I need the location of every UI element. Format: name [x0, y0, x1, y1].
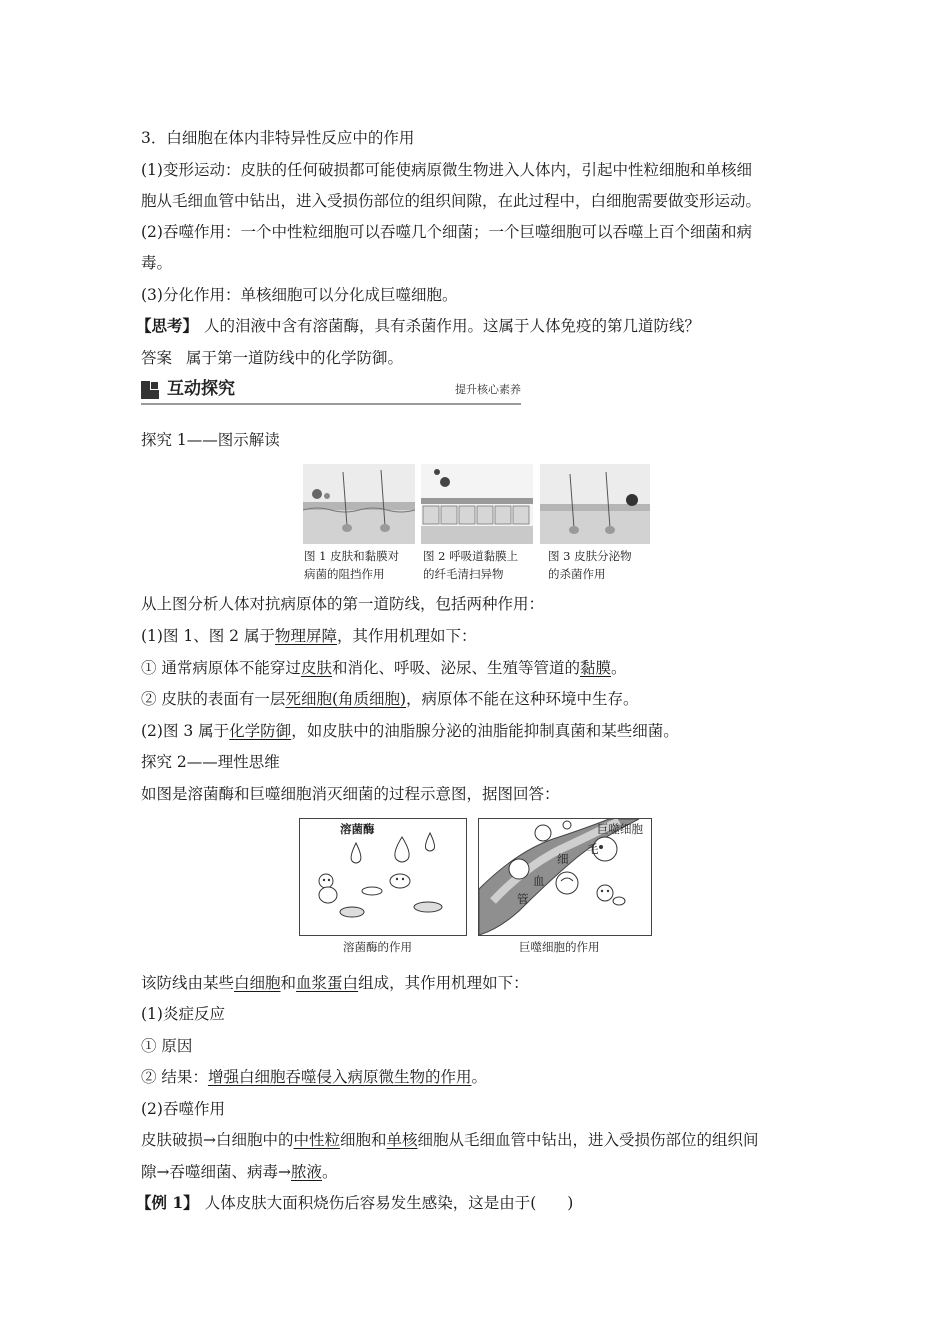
vessel-char: 毛: [587, 842, 599, 856]
paragraph-line: 毒。: [141, 254, 173, 272]
lysozyme-label: 溶菌酶: [340, 822, 375, 836]
text-span: (2)图 3 属于: [141, 722, 230, 740]
figure-lysozyme-caption: 溶菌酶的作用: [343, 940, 412, 954]
explore1-item1-point1: [141, 658, 627, 678]
underlined-answer: 皮肤: [300, 659, 332, 677]
example-tag: 【例 1】: [136, 1193, 199, 1212]
explore1-title: 探究 1——图示解读: [141, 431, 280, 449]
vessel-char: 细: [557, 852, 569, 866]
explore2-line1: [141, 973, 529, 993]
figure2-caption-line2: 的纤毛清扫异物: [423, 567, 504, 581]
paragraph-line: (1)变形运动：皮肤的任何破损都可能使病原微生物进入人体内，引起中性粒细胞和单核细: [141, 161, 752, 179]
phagocytosis-line2: [141, 1162, 338, 1182]
figure-macrophage: [478, 818, 652, 936]
explore1-intro: 从上图分析人体对抗病原体的第一道防线，包括两种作用：: [141, 595, 545, 613]
figure3-caption-line2: 的杀菌作用: [548, 567, 606, 581]
underlined-answer: 物理屏障: [274, 627, 337, 645]
think-question: [136, 316, 700, 336]
banner-title: 互动探究: [167, 379, 235, 399]
underlined-answer: 白细胞: [234, 974, 281, 992]
example-text: 人体皮肤大面积烧伤后容易发生感染，这是由于( ): [204, 1194, 574, 1212]
underlined-answer: 死细胞(角质细胞): [285, 690, 407, 708]
underlined-answer: 脓液: [290, 1163, 322, 1181]
inflammation-result: [141, 1067, 487, 1087]
underlined-answer: 中性粒: [293, 1131, 341, 1149]
text-span: ① 通常病原体不能穿过: [141, 659, 301, 677]
example-1: [136, 1193, 573, 1213]
think-question-text: 人的泪液中含有溶菌酶，具有杀菌作用。这属于人体免疫的第几道防线？: [204, 317, 701, 335]
figure1-caption-line1: 图 1 皮肤和黏膜对: [304, 549, 400, 563]
figure-macrophage-caption: 巨噬细胞的作用: [519, 940, 600, 954]
answer-label: 答案: [141, 349, 173, 367]
macrophage-label: 巨噬细胞: [597, 822, 643, 836]
text-span: 组成，其作用机理如下：: [358, 974, 529, 992]
text-span: ② 结果：: [141, 1068, 208, 1086]
text-span: 和消化、呼吸、泌尿、生殖等管道的: [331, 659, 580, 677]
figure-respiratory-cilia: [421, 464, 533, 544]
think-answer: [141, 348, 403, 368]
text-span: 。: [610, 659, 627, 677]
phagocytosis-line1: [141, 1130, 759, 1150]
text-span: 隙→吞噬细菌、病毒→: [141, 1163, 291, 1181]
phagocytosis-heading: (2)吞噬作用: [141, 1100, 225, 1118]
text-span: (1)图 1、图 2 属于: [141, 627, 275, 645]
figure-skin-secretion: [540, 464, 650, 544]
section-banner: [141, 378, 521, 406]
figure3-caption-line1: 图 3 皮肤分泌物: [548, 549, 632, 563]
figure-lysozyme: [299, 818, 467, 936]
text-span: ，如皮肤中的油脂腺分泌的油脂能抑制真菌和某些细菌。: [291, 722, 679, 740]
paragraph-line: 胞从毛细血管中钻出，进入受损伤部位的组织间隙，在此过程中，白细胞需要做变形运动。: [141, 192, 762, 210]
vessel-char: 管: [517, 892, 529, 906]
paragraph-line: (2)吞噬作用：一个中性粒细胞可以吞噬几个细菌；一个巨噬细胞可以吞噬上百个细菌和病: [141, 223, 752, 241]
underlined-answer: 单核: [386, 1131, 418, 1149]
underlined-answer: 增强白细胞吞噬侵入病原微生物的作用: [207, 1068, 472, 1086]
text-span: 细胞从毛细血管中钻出，进入受损伤部位的组织间: [417, 1131, 759, 1149]
underlined-answer: 黏膜: [579, 659, 611, 677]
explore1-item1: [141, 626, 477, 646]
explore1-item1-point2: [141, 689, 639, 709]
inflammation-cause: ① 原因: [141, 1037, 193, 1055]
banner-square-icon: [141, 381, 159, 399]
banner-subtitle: 提升核心素养: [455, 383, 521, 396]
think-tag: 【思考】: [136, 316, 199, 335]
figure-skin-barrier: [303, 464, 415, 544]
explore2-title: 探究 2——理性思维: [141, 753, 280, 771]
text-span: 皮肤破损→白细胞中的: [141, 1131, 294, 1149]
text-span: ，其作用机理如下：: [336, 627, 477, 645]
text-span: 。: [322, 1163, 338, 1181]
answer-text: 属于第一道防线中的化学防御。: [186, 349, 404, 367]
explore1-item2: [141, 721, 679, 741]
text-span: 。: [471, 1068, 487, 1086]
text-span: ② 皮肤的表面有一层: [141, 690, 286, 708]
text-span: 该防线由某些: [141, 974, 235, 992]
explore2-intro: 如图是溶菌酶和巨噬细胞消灭细菌的过程示意图，据图回答：: [141, 785, 560, 803]
text-span: 和: [280, 974, 297, 992]
paragraph-line: (3)分化作用：单核细胞可以分化成巨噬细胞。: [141, 286, 458, 304]
figure1-caption-line2: 病菌的阻挡作用: [304, 567, 385, 581]
text-span: ，病原体不能在这种环境中生存。: [406, 690, 639, 708]
vessel-char: 血: [533, 874, 545, 888]
text-span: 细胞和: [340, 1131, 387, 1149]
figure2-caption-line1: 图 2 呼吸道黏膜上: [423, 549, 519, 563]
underlined-answer: 血浆蛋白: [296, 974, 359, 992]
banner-rule: [141, 403, 521, 405]
lysozyme-drawing: [300, 819, 466, 935]
section-heading: 3．白细胞在体内非特异性反应中的作用: [141, 129, 415, 147]
underlined-answer: 化学防御: [229, 722, 292, 740]
inflammation-heading: (1)炎症反应: [141, 1005, 225, 1023]
